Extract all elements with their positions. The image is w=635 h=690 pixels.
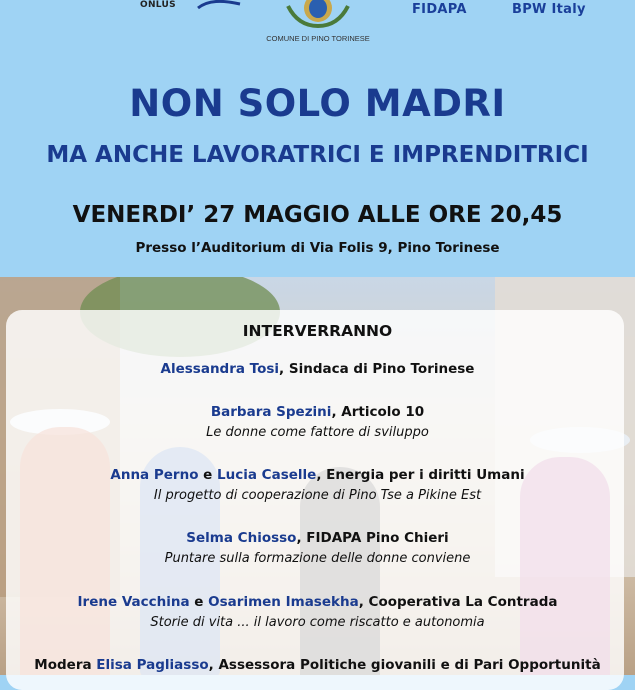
speaker-name-2: Osarimen Imasekha <box>208 594 359 610</box>
header-area <box>0 0 635 277</box>
speaker-name: Selma Chiosso <box>186 530 297 546</box>
speaker-name: Irene Vacchina <box>77 594 190 610</box>
onlus-logo-text: ONLUS <box>140 0 176 10</box>
speaker-join: e <box>189 594 209 610</box>
speaker-topic: Puntare sulla formazione delle donne conviene <box>164 551 471 566</box>
speaker-line <box>0 361 635 377</box>
speakers-title: INTERVERRANNO <box>242 322 393 340</box>
speaker-line <box>0 467 635 483</box>
speaker-role: , FIDAPA Pino Chieri <box>296 530 449 546</box>
event-subtitle: MA ANCHE LAVORATRICI E IMPRENDITRICI <box>46 142 589 168</box>
speaker-line <box>0 530 635 546</box>
speaker-name: Anna Perno <box>110 467 199 483</box>
comune-label: COMUNE DI PINO TORINESE <box>266 34 370 43</box>
partner-logo-icon <box>196 0 242 10</box>
speaker-line <box>0 594 635 610</box>
speaker-name: Alessandra Tosi <box>160 361 280 377</box>
coat-of-arms-icon <box>278 0 358 30</box>
moderator-role: , Assessora Politiche giovanili e di Pari Opportunità <box>208 657 601 673</box>
moderator-line <box>0 657 635 673</box>
speaker-role: , Energia per i diritti Umani <box>316 467 525 483</box>
speaker-line <box>0 404 635 420</box>
speaker-name-2: Lucia Caselle <box>217 467 317 483</box>
moderator-name: Elisa Pagliasso <box>96 657 209 673</box>
moderator-prefix: Modera <box>34 657 97 673</box>
speaker-join: e <box>198 467 218 483</box>
speaker-role: , Cooperativa La Contrada <box>358 594 558 610</box>
bpw-logo-text: BPW Italy <box>512 2 586 17</box>
speaker-role: , Articolo 10 <box>331 404 425 420</box>
speaker-role: , Sindaca di Pino Torinese <box>279 361 475 377</box>
speaker-topic: Il progetto di cooperazione di Pino Tse a Pikine Est <box>153 488 482 503</box>
event-date: VENERDI’ 27 MAGGIO ALLE ORE 20,45 <box>72 202 563 228</box>
speaker-name: Barbara Spezini <box>210 404 332 420</box>
fidapa-logo-text: FIDAPA <box>412 2 467 17</box>
event-title: NON SOLO MADRI <box>129 82 506 125</box>
speaker-topic: Storie di vita ... il lavoro come riscatto e autonomia <box>150 615 485 630</box>
event-venue: Presso l’Auditorium di Via Folis 9, Pino Torinese <box>135 240 500 256</box>
speaker-topic: Le donne come fattore di sviluppo <box>206 425 429 440</box>
